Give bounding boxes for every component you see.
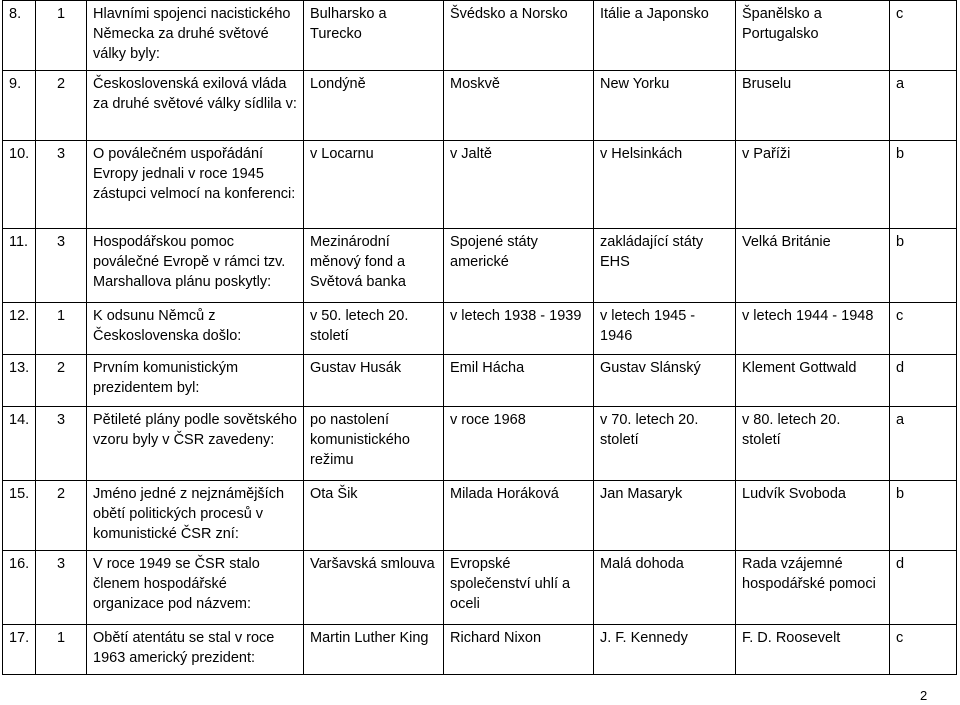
question-number: 14.	[3, 407, 36, 481]
answer-option: J. F. Kennedy	[594, 625, 736, 675]
question-text: Pětileté plány podle sovětského vzoru byly v ČSR zavedeny:	[87, 407, 304, 481]
answer-option: v letech 1944 - 1948	[736, 303, 890, 355]
answer-option: Evropské společenství uhlí a oceli	[444, 551, 594, 625]
question-number: 9.	[3, 71, 36, 141]
answer-option: v Locarnu	[304, 141, 444, 229]
question-text: Hospodářskou pomoc poválečné Evropě v rámci tzv. Marshallova plánu poskytly:	[87, 229, 304, 303]
question-text: V roce 1949 se ČSR stalo členem hospodářské organizace pod názvem:	[87, 551, 304, 625]
answer-option: Malá dohoda	[594, 551, 736, 625]
answer-option: Španělsko a Portugalsko	[736, 1, 890, 71]
question-row	[3, 551, 957, 625]
question-text: Obětí atentátu se stal v roce 1963 americký prezident:	[87, 625, 304, 675]
answer-option: Švédsko a Norsko	[444, 1, 594, 71]
answer-option: v 80. letech 20. století	[736, 407, 890, 481]
answer-option: v letech 1945 - 1946	[594, 303, 736, 355]
question-row	[3, 229, 957, 303]
question-number: 10.	[3, 141, 36, 229]
question-text: Prvním komunistickým prezidentem byl:	[87, 355, 304, 407]
question-row	[3, 481, 957, 551]
question-points: 3	[36, 229, 87, 303]
correct-answer: a	[890, 407, 957, 481]
answer-option: Itálie a Japonsko	[594, 1, 736, 71]
question-row	[3, 141, 957, 229]
answer-option: Londýně	[304, 71, 444, 141]
question-number: 11.	[3, 229, 36, 303]
correct-answer: b	[890, 141, 957, 229]
answer-option: Jan Masaryk	[594, 481, 736, 551]
question-number: 16.	[3, 551, 36, 625]
answer-option: Bulharsko a Turecko	[304, 1, 444, 71]
quiz-body	[3, 1, 957, 675]
answer-option: Martin Luther King	[304, 625, 444, 675]
answer-option: Mezinárodní měnový fond a Světová banka	[304, 229, 444, 303]
correct-answer: d	[890, 551, 957, 625]
correct-answer: c	[890, 303, 957, 355]
correct-answer: b	[890, 229, 957, 303]
question-points: 1	[36, 1, 87, 71]
answer-option: Ota Šik	[304, 481, 444, 551]
question-row	[3, 625, 957, 675]
question-points: 3	[36, 551, 87, 625]
question-row	[3, 407, 957, 481]
question-points: 2	[36, 355, 87, 407]
answer-option: v letech 1938 - 1939	[444, 303, 594, 355]
correct-answer: d	[890, 355, 957, 407]
answer-option: v roce 1968	[444, 407, 594, 481]
correct-answer: c	[890, 1, 957, 71]
answer-option: Rada vzájemné hospodářské pomoci	[736, 551, 890, 625]
answer-option: Milada Horáková	[444, 481, 594, 551]
answer-option: New Yorku	[594, 71, 736, 141]
question-points: 2	[36, 71, 87, 141]
answer-option: Klement Gottwald	[736, 355, 890, 407]
answer-option: Ludvík Svoboda	[736, 481, 890, 551]
correct-answer: a	[890, 71, 957, 141]
question-points: 3	[36, 141, 87, 229]
answer-option: v Helsinkách	[594, 141, 736, 229]
question-text: Hlavními spojenci nacistického Německa za druhé světové války byly:	[87, 1, 304, 71]
answer-option: v 70. letech 20. století	[594, 407, 736, 481]
answer-option: Gustav Slánský	[594, 355, 736, 407]
answer-option: F. D. Roosevelt	[736, 625, 890, 675]
question-text: O poválečném uspořádání Evropy jednali v roce 1945 zástupci velmocí na konferenci:	[87, 141, 304, 229]
question-number: 17.	[3, 625, 36, 675]
answer-option: Velká Británie	[736, 229, 890, 303]
question-text: Jméno jedné z nejznámějších obětí politických procesů v komunistické ČSR zní:	[87, 481, 304, 551]
question-number: 13.	[3, 355, 36, 407]
question-row	[3, 1, 957, 71]
question-number: 12.	[3, 303, 36, 355]
question-row	[3, 71, 957, 141]
question-text: K odsunu Němců z Československa došlo:	[87, 303, 304, 355]
question-points: 1	[36, 303, 87, 355]
answer-option: Spojené státy americké	[444, 229, 594, 303]
answer-option: po nastolení komunistického režimu	[304, 407, 444, 481]
question-number: 8.	[3, 1, 36, 71]
answer-option: v 50. letech 20. století	[304, 303, 444, 355]
answer-option: Bruselu	[736, 71, 890, 141]
question-text: Československá exilová vláda za druhé světové války sídlila v:	[87, 71, 304, 141]
answer-option: zakládající státy EHS	[594, 229, 736, 303]
question-number: 15.	[3, 481, 36, 551]
answer-option: Moskvě	[444, 71, 594, 141]
page-number: 2	[920, 688, 928, 703]
answer-option: Gustav Husák	[304, 355, 444, 407]
correct-answer: b	[890, 481, 957, 551]
question-row	[3, 303, 957, 355]
answer-option: Richard Nixon	[444, 625, 594, 675]
question-points: 2	[36, 481, 87, 551]
answer-option: Emil Hácha	[444, 355, 594, 407]
question-points: 1	[36, 625, 87, 675]
quiz-table	[2, 0, 957, 675]
correct-answer: c	[890, 625, 957, 675]
question-points: 3	[36, 407, 87, 481]
answer-option: v Paříži	[736, 141, 890, 229]
answer-option: Varšavská smlouva	[304, 551, 444, 625]
question-row	[3, 355, 957, 407]
answer-option: v Jaltě	[444, 141, 594, 229]
